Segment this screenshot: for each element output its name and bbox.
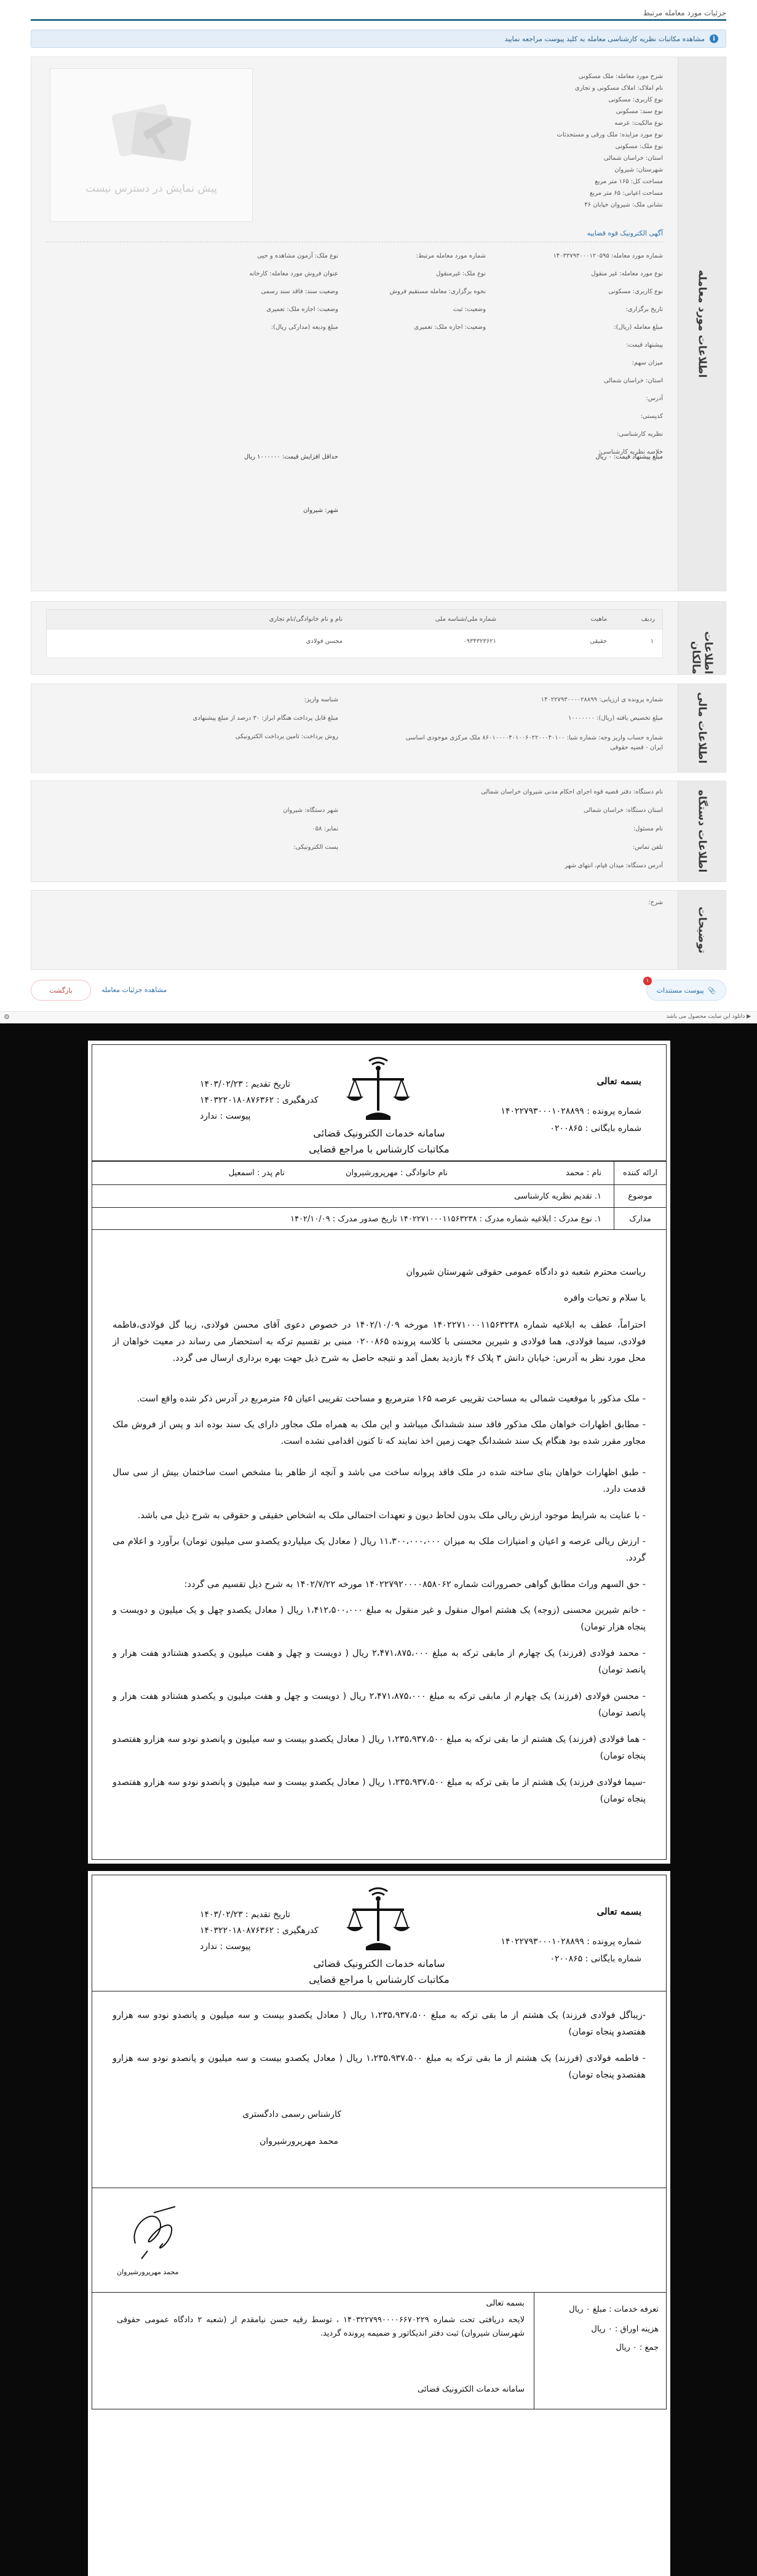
fields-mid-item: نوع ملک: غیرمنقول — [436, 270, 486, 277]
gear-icon[interactable]: ⚙ — [4, 1013, 10, 1021]
signature-scribble-icon — [117, 2200, 191, 2262]
document-page-1 — [88, 1041, 670, 1864]
presenter-label: ارائه کننده — [614, 1162, 666, 1184]
th-row: ردیف — [641, 616, 655, 623]
fields-left-item: مبلغ ودیعه (مدارکی ریال): — [271, 324, 338, 331]
price-line: مبلغ پیشنهاد قیمت: ۰ ریال — [595, 454, 663, 460]
subject-row — [92, 1184, 666, 1207]
image-placeholder-label: پیش نمایش در دسترس نیست — [85, 183, 217, 195]
share-spouse: - خانم شیرین محسنی (زوجه) یک هشتم اموال منقول و غیر منقول به مبلغ ۱،۴۱۲،۵۰۰،۰۰۰ ریال ( معادل یکصدو چهل و یک میلیون و دویست و پنجاه هزار تومان) — [113, 1605, 646, 1632]
org-left-1: شهر دستگاه: شیروان — [283, 807, 338, 814]
cell-name: محسن فولادی — [306, 638, 343, 645]
description-panel — [31, 890, 726, 970]
finance-tab: اطلاعات مالی — [678, 684, 726, 772]
info-icon: i — [710, 34, 718, 43]
summary-item: شرح مورد معامله: ملک مسکونی — [578, 73, 663, 80]
paragraph-location: - ملک مذکور با موقعیت شمالی به مساحت تقریبی عرصه ۱۶۵ مترمربع و مساحت تقریبی اعیان ۶۵ مترمربع در آدرس ذکر شده واقع است. — [137, 1394, 646, 1404]
receipt-column — [92, 2293, 534, 2409]
fields-right-item: نوع مورد معامله: غیر منقول — [591, 270, 663, 277]
summary-item: مساحت کل: ۱۶۵ متر مربع — [595, 178, 663, 185]
share-sima: -سیما فولادی فرزند) یک هشتم از ما بقی ترکه به مبلغ ۱،۲۳۵،۹۳۷،۵۰۰ ریال ( معادل یکصدو بیست و سه میلیون و پانصدو نودو سه هزارو هفتصدو پنجاه تومان) — [113, 1778, 646, 1804]
info-notice — [31, 30, 726, 48]
cell-national-id: ۰۹۳۴۳۲۳۶۲۱ — [463, 638, 496, 645]
share-mohsen: - محسن فولادی (فرزند) یک چهارم از مابقی ترکه به مبلغ ۲،۴۷۱،۸۷۵،۰۰۰ ریال ( دویست و چهل و هفت میلیون و یکصدو هشتادو هفت هزار و پانصد تومان) — [113, 1692, 646, 1718]
portal-area — [0, 0, 757, 1023]
fields-left-item: نوع ملک: آزمون مشاهده و حیی — [257, 253, 338, 259]
signature-box — [92, 2188, 667, 2293]
presenter-name: نام : محمد — [566, 1168, 601, 1178]
fields-mid-item: وضعیت: ثبت — [453, 306, 486, 313]
org-panel — [31, 781, 726, 882]
summary-item: مساحت اعیانی: ۶۵ متر مربع — [590, 190, 663, 197]
summary-item: نوع ملک: مسکونی — [615, 143, 663, 150]
org-line-2: استان دستگاه: خراسان شمالی — [584, 807, 663, 814]
org-tab: اطلاعات دستگاه — [678, 781, 726, 881]
notice-text: مشاهده مکاتبات نظریه کارشناسی معامله به کلید پیوست مراجعه نمایید — [504, 34, 705, 43]
org-left-2: نمابر: ۰۵۸ — [312, 825, 338, 832]
org-line-1: نام دستگاه: دفتر قضیه قوه اجرای احکام مدنی شیروان خراسان شمالی — [481, 789, 663, 795]
paragraph-deed: - مطابق اظهارات خواهان ملک مذکور فاقد سند ششدانگ میباشد و این ملک به همراه ملک مجاور دارای یک سند بوده اند و پس از فروش ملک مجاور مقرر شده بود هنگام یک سند ششدانگ جهت زمین اخذ نمایند که تا کنون اقدامی نشده است. — [113, 1420, 646, 1446]
status-strip — [0, 1011, 757, 1023]
fields-right-item: شماره مورد معامله: ۱۴۰۳۳۷۹۳۰۰۰۱۲۰۵۹۵ — [553, 253, 663, 259]
price-line-2: حداقل افزایش قیمت: ۱۰۰۰۰۰۰ ریال — [244, 454, 338, 460]
summary-item: شهرستان: شیروان — [614, 167, 663, 173]
fields-right-item: نوع کاربری: مسکونی — [608, 288, 663, 295]
fields-right-item: آدرس: — [646, 395, 663, 402]
property-tab: اطلاعات مورد معامله — [678, 57, 726, 591]
submit-date: تاریخ تقدیم : ۱۴۰۳/۰۲/۲۳ — [200, 1079, 291, 1089]
org-line-4: تلفن تماس: — [632, 844, 663, 851]
paragraph-intro: احتراماً، عطف به ابلاغیه شماره ۱۴۰۲۲۷۱۰۰۰۱۱۵۶۳۲۳۸ مورخه ۱۴۰۲/۱۰/۰۹ در خصوص دعوی آقای محسن فولادی، زیبا گل فولادی،فاطمه فولادی، سیما فولادی، هما فولادی و شیرین محسنی با کلاسه پرونده ۰۲۰۰۸۶۵ مبنی بر تقسیم ترکه به استحضار می رساند در معیت خواهان از محل مورد نظر به آدرس: خیابان دانش ۳ پلاک ۴۶ بازدید بعمل آمد و نتیجه حاصل به شرح ذیل جهت بهره برداری ارسال می گردد. — [113, 1320, 646, 1363]
finance-left-3: روش پرداخت: ثامین پرداخت الکترونیکی — [235, 733, 338, 740]
fields-right-item: کدپستی: — [640, 413, 663, 420]
signature-name: محمد مهرپرورشیروان — [117, 2268, 179, 2276]
share-mohammad: - محمد فولادی (فرزند) یک چهارم از مابقی ترکه به مبلغ ۲،۴۷۱،۸۷۵،۰۰۰ ریال ( دویست و چهل و هفت میلیون و یکصدو هشتادو هفت هزار و پانصد تومان) — [113, 1648, 646, 1675]
presenter-row — [92, 1161, 666, 1184]
paperclip-icon: 📎 — [707, 986, 716, 995]
summary-item: نوع مورد مزایده: ملک ورقی و مستحدثات — [557, 132, 663, 138]
letter-header — [92, 1044, 667, 1161]
fields-right-item: مبلغ معامله (ریال): — [614, 324, 663, 331]
salutation-2: با سلام و تحیات وافره — [563, 1293, 646, 1303]
owners-panel — [31, 601, 726, 675]
ad-link[interactable]: آگهی الکترونیک قوه قضاییه — [587, 229, 663, 237]
owners-tab: اطلاعات مالکان — [678, 602, 726, 674]
receipt-text: لایحه دریافتی تحت شماره ۱۴۰۳۲۲۷۹۹۰۰۰۰۶۶۷۰۲۲۹ ، توسط رقیه حسن نیامقدم از (شعبه ۲ دادگاه عمومی حقوقی شهرستان شیروان) ثبت دفتر اندیکاتور و ضمیمه پرونده گردید. — [117, 2315, 525, 2338]
finance-line-1: شماره پرونده ی ارزیابی: ۱۴۰۲۲۷۹۳۰۰۰۰۲۸۸۹۹ — [541, 696, 663, 703]
fields-mid-item: نحوه برگزاری: معامله مستقیم فروش — [389, 288, 486, 295]
org-left-3: پست الکترونیکی: — [293, 844, 338, 851]
fee-column — [534, 2293, 666, 2409]
signer-name: محمد مهرپرورشیروان — [260, 2137, 338, 2146]
fee-line-3: جمع : ۰ ریال — [616, 2343, 659, 2352]
fields-right-item: خلاصه نظریه کارشناسی: — [598, 449, 663, 455]
return-button[interactable]: بازگشت — [31, 980, 91, 1001]
bismillah: بسمه تعالی — [596, 1076, 641, 1087]
finance-left-1: شناسه واریز: — [304, 696, 338, 703]
system-title: سامانه خدمات الکترونیک قضائی — [313, 1127, 445, 1139]
property-panel — [31, 57, 726, 591]
docs-row — [92, 1207, 666, 1230]
letter-header — [92, 1875, 667, 1991]
tracking-code: کدرهگیری : ۱۴۰۳۲۲۰۱۸۰۸۷۶۳۶۲ — [200, 1926, 319, 1936]
status-text: ▶ دانلود این سایت محصول می باشد — [666, 1014, 751, 1020]
summary-item: نوع کاربری: مسکونی — [608, 97, 663, 103]
system-subtitle: مکاتبات کارشناس با مراجع قضایی — [309, 1974, 450, 1985]
fee-line-1: تعرفه خدمات : مبلغ ۰ ریال — [569, 2305, 659, 2314]
signer-title: کارشناس رسمی دادگستری — [242, 2109, 341, 2119]
document-viewer — [0, 1023, 757, 2576]
system-subtitle: مکاتبات کارشناس با مراجع قضایی — [309, 1143, 450, 1155]
subject-label: موضوع — [614, 1185, 666, 1207]
breadcrumb: جزئیات مورد معامله مرتبط — [643, 9, 726, 17]
fields-left-item: عنوان فروش مورد معامله: کارخانه — [249, 270, 338, 277]
summary-item: استان: خراسان شمالی — [603, 155, 663, 162]
receipt-footer: سامانه خدمات الکترونیک قضائی — [418, 2385, 525, 2394]
gavel-placeholder-icon — [109, 97, 195, 170]
share-zibagol: -زیباگل فولادی فرزند) یک هشتم از ما بقی ترکه به مبلغ ۱،۲۳۵،۹۳۷،۵۰۰ ریال ( معادل یکصدو بیست و سه میلیون و پانصدو نودو سه هزارو هفتصدو پنجاه تومان) — [113, 2011, 646, 2037]
owners-table — [46, 609, 663, 658]
finance-left-2: مبلغ قابل پرداخت هنگام ابراز: ۳۰ درصد از مبلغ پیشنهادی — [192, 715, 338, 722]
fields-left-item: وضعیت سند: فاقد سند رسمی — [261, 288, 338, 295]
submit-date: تاریخ تقدیم : ۱۴۰۳/۰۲/۲۳ — [200, 1910, 291, 1920]
judiciary-emblem-icon — [341, 1052, 415, 1126]
finance-panel — [31, 683, 726, 773]
case-number: شماره پرونده : ۱۴۰۲۲۷۹۳۰۰۰۱۰۲۸۸۹۹ — [501, 1106, 641, 1116]
fields-right-item: تاریخ برگزاری: — [625, 306, 663, 313]
image-preview — [50, 68, 253, 222]
attachments-button[interactable]: 📎 پیوست مستندات ۱ — [646, 980, 726, 1001]
th-national-id: شماره ملی/شناسه ملی — [435, 616, 496, 623]
salutation-1: ریاست محترم شعبه دو دادگاه عمومی حقوقی شهرستان شیروان — [406, 1267, 646, 1277]
system-title: سامانه خدمات الکترونیک قضائی — [313, 1958, 445, 1969]
org-line-3: نام مسئول: — [633, 825, 663, 832]
summary-item: نوع مالکیت: عرصه — [614, 120, 663, 127]
fields-right-item: نظریه کارشناسی: — [617, 431, 663, 438]
details-link[interactable]: مشاهده جزئیات معامله — [101, 986, 167, 994]
receipt-title: بسمه تعالی — [486, 2299, 525, 2308]
paragraph-permit: - طبق اظهارات خواهان بنای ساخته شده در ملک فاقد پروانه ساخت می باشد و آنچه از ظاهر بنا مشخص است ساختمان بیش از سی سال قدمت دارد. — [113, 1468, 646, 1494]
case-number: شماره پرونده : ۱۴۰۲۲۷۹۳۰۰۰۱۰۲۸۸۹۹ — [501, 1937, 641, 1947]
paragraph-shares-intro: - حق السهم وراث مطابق گواهی حصروراثت شماره ۱۴۰۲۲۷۹۲۰۰۰۰۸۵۸۰۶۲ مورخه ۱۴۰۲/۷/۲۲ به شرح ذیل تقسیم می گردد: — [184, 1580, 646, 1589]
finance-line-3: شماره حساب واریز وجه: شماره شبا: ۸۶۰۱۰۰۰۰۴۰۱۰۰۶۰۲۲۰۰۰۴۰۱۰۰ ملک مرکزی موجودی اساسی ایران - قضیه حقوقی — [405, 735, 663, 751]
fields-left-item: وضعیت: اجازه ملک: تعمیری — [266, 306, 338, 313]
tracking-code: کدرهگیری : ۱۴۰۳۲۲۰۱۸۰۸۷۶۳۶۲ — [200, 1095, 319, 1105]
fields-right-item: میزان سهم: — [632, 360, 663, 366]
header-rule — [31, 19, 726, 21]
table-row — [47, 631, 662, 655]
attachments-badge: ۱ — [643, 977, 652, 985]
judiciary-emblem-icon — [341, 1883, 415, 1956]
th-name: نام و نام خانوادگی/نام تجاری — [269, 616, 343, 623]
presenter-family: نام خانوادگی : مهرپرورشیروان — [345, 1168, 448, 1178]
share-homa: - هما فولادی (فرزند) یک هشتم از ما بقی ترکه به مبلغ ۱،۲۳۵،۹۳۷،۵۰۰ ریال ( معادل یکصدو بیست و سه میلیون و پانصدو نودو سه هزارو هفتصدو پنجاه تومان) — [113, 1735, 646, 1761]
paragraph-total-value: - ارزش ریالی عرصه و اعیان و امتیازات ملک به میزان ۱۱،۳۰۰،۰۰۰،۰۰۰ ریال ( معادل یک میلیاردو یکصدو سی میلیون تومان) برآورد و اعلام می گردد. — [113, 1537, 646, 1563]
description-tab: توضیحات — [678, 891, 726, 969]
fields-right-item: پیشنهاد قیمت: — [626, 342, 663, 349]
document-page-2 — [88, 1871, 670, 2576]
property-body — [39, 57, 670, 591]
fields-mid-item: شماره مورد معامله مرتبط: — [416, 253, 486, 259]
bismillah: بسمه تعالی — [596, 1906, 641, 1917]
finance-line-2: مبلغ تخصیص یافته (ریال): ۱۰۰۰۰۰۰۰ — [568, 715, 663, 722]
share-fatemeh: - فاطمه فولادی (فرزند) یک هشتم از ما بقی ترکه به مبلغ ۱،۲۳۵،۹۳۷،۵۰۰ ریال ( معادل یکصدو بیست و سه میلیون و پانصدو نودو سه هزارو هفتصدو پنجاه تومان) — [113, 2054, 646, 2080]
docs-value: ۱. نوع مدرک : ابلاغیه شماره مدرک : ۱۴۰۲۲۷۱۰۰۰۱۱۵۶۳۲۳۸ تاریخ صدور مدرک : ۱۴۰۲/۱۰/۰۹ — [290, 1214, 601, 1224]
org-line-5: آدرس دستگاه: میدان قیام، انتهای شهر — [565, 862, 663, 869]
summary-item: نام املاک: املاک مسکونی و تجاری — [574, 85, 663, 92]
cell-nature: حقیقی — [590, 638, 607, 645]
archive-number: شماره بایگانی : ۰۲۰۰۸۶۵ — [550, 1954, 641, 1964]
fields-right-item: استان: خراسان شمالی — [603, 377, 663, 384]
th-nature: ماهیت — [590, 616, 607, 623]
fee-line-2: هزینه اوراق : ۰ ریال — [591, 2325, 659, 2334]
summary-item: نوع سند: مسکونی — [616, 108, 663, 115]
fields-mid-item: وضعیت: اجازه ملک: تعمیری — [414, 324, 486, 331]
description-label: شرح: — [648, 899, 663, 906]
docs-label: مدارک — [614, 1208, 666, 1230]
meta-table — [92, 1161, 667, 1230]
paragraph-value-basis: - با عنایت به شرایط موجود ارزش ریالی ملک بدون لحاظ دیون و تعهدات احتمالی ملک به اشخاص حقیقی و حقوقی به شرح ذیل می باشد. — [137, 1511, 646, 1521]
owners-table-header — [47, 610, 662, 629]
attachment-status: پیوست : ندارد — [200, 1111, 251, 1121]
city-field: شهر: شیروان — [303, 507, 338, 514]
fee-box — [92, 2293, 667, 2409]
cell-row: ۱ — [650, 638, 654, 645]
subject-value: ۱. تقدیم نظریه کارشناسی — [514, 1191, 601, 1201]
summary-item: نشانی ملک: شیروان خیابان ۴۶ — [584, 202, 663, 208]
archive-number: شماره بایگانی : ۰۲۰۰۸۶۵ — [550, 1124, 641, 1133]
attachment-status: پیوست : ندارد — [200, 1942, 251, 1952]
presenter-father: نام پدر : اسمعیل — [228, 1168, 285, 1178]
